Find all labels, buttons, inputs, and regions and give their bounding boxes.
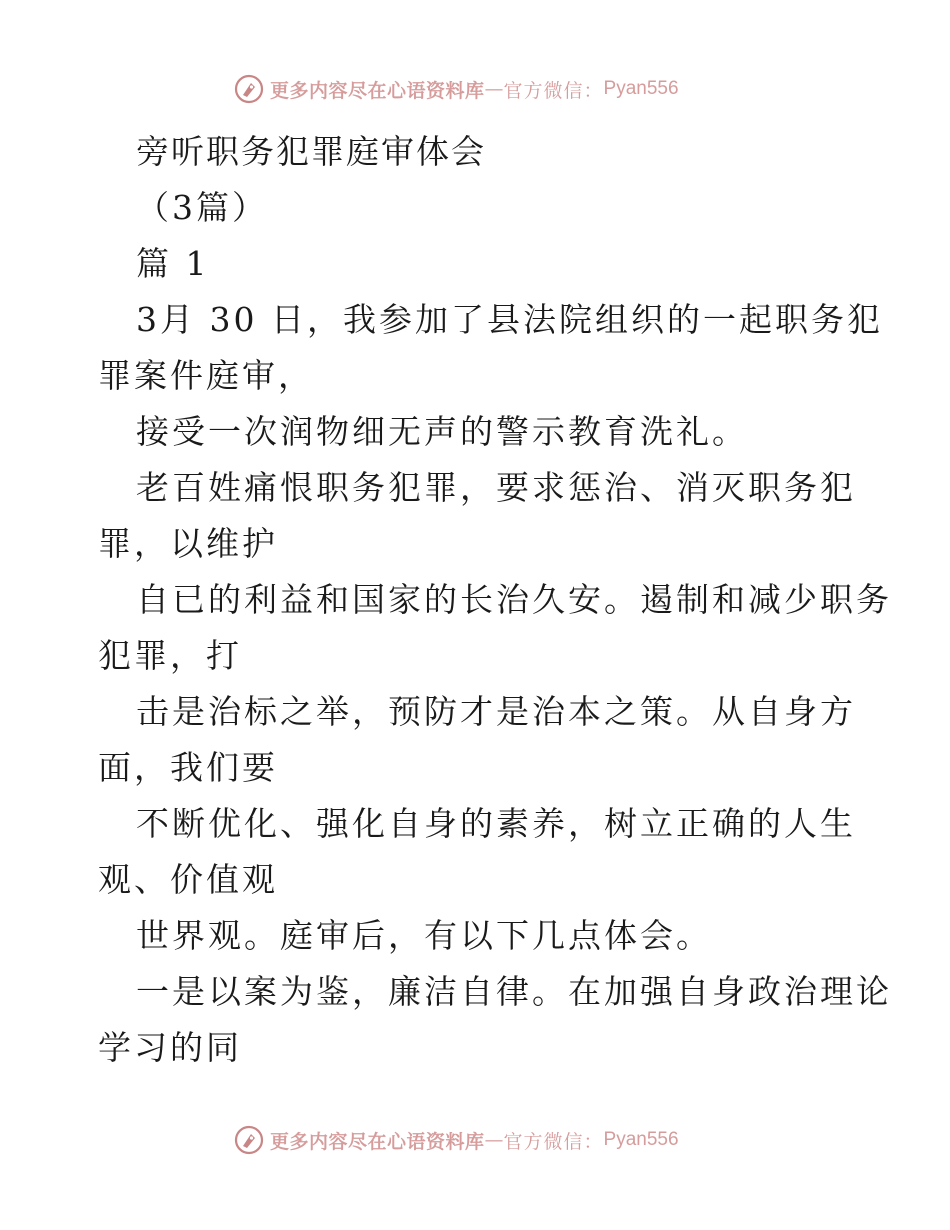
text-line: 击是治标之举，预防才是治本之策。从自身方 <box>136 692 856 731</box>
section-heading: 篇 1 <box>136 244 210 283</box>
watermark-id: Pyan556 <box>603 78 679 99</box>
text-line: 观、价值观 <box>98 860 278 899</box>
text-line: 罪，以维护 <box>98 524 278 563</box>
text-line: 犯罪，打 <box>98 636 242 675</box>
text-line: 面，我们要 <box>98 748 278 787</box>
document-body <box>98 124 892 1076</box>
text-line: 3月 30 日，我参加了县法院组织的一起职务犯 <box>136 300 883 339</box>
text-line: 学习的同 <box>98 1028 242 1067</box>
watermark-separator: — <box>484 78 504 100</box>
document-subtitle: （3篇） <box>136 188 268 227</box>
text-line: 不断优化、强化自身的素养，树立正确的人生 <box>136 804 856 843</box>
watermark-label: 官方微信： <box>503 79 604 102</box>
watermark-main-text: 更多内容尽在心语资料库 <box>270 1130 485 1153</box>
footer-watermark <box>234 1123 679 1157</box>
watermark-id: Pyan556 <box>603 1129 679 1150</box>
header-watermark <box>234 72 679 106</box>
text-line: 自已的利益和国家的长治久安。遏制和减少职务 <box>136 580 892 619</box>
document-title: 旁听职务犯罪庭审体会 <box>136 132 486 171</box>
text-line: 接受一次润物细无声的警示教育洗礼。 <box>136 412 748 451</box>
text-line: 世界观。庭审后，有以下几点体会。 <box>136 916 712 955</box>
pen-nib-logo-icon <box>234 74 264 104</box>
text-line: 罪案件庭审， <box>98 356 314 395</box>
watermark-label: 官方微信： <box>503 1130 604 1153</box>
watermark-separator: — <box>484 1129 504 1151</box>
watermark-main-text: 更多内容尽在心语资料库 <box>270 79 485 102</box>
text-line: 一是以案为鉴，廉洁自律。在加强自身政治理论 <box>136 972 892 1011</box>
text-line: 老百姓痛恨职务犯罪，要求惩治、消灭职务犯 <box>136 468 856 507</box>
pen-nib-logo-icon <box>234 1125 264 1155</box>
